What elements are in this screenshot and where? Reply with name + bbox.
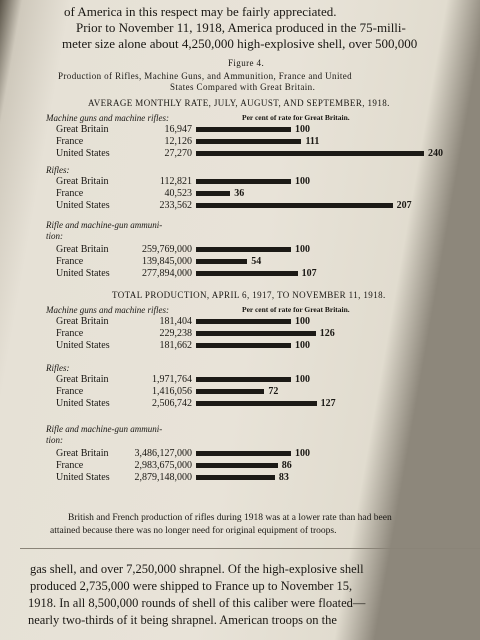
value-label: 1,416,056 bbox=[152, 386, 192, 397]
category-label: Great Britain bbox=[56, 316, 109, 327]
value-label: 12,126 bbox=[164, 136, 192, 147]
body-text-line: produced 2,735,000 were shipped to France up to November 15, bbox=[30, 579, 353, 593]
category-label: United States bbox=[56, 340, 110, 351]
value-label: 277,894,000 bbox=[142, 268, 192, 279]
category-label: France bbox=[56, 136, 84, 147]
percent-label: 86 bbox=[281, 460, 292, 471]
value-label: 139,845,000 bbox=[142, 256, 192, 267]
body-text-line: gas shell, and over 7,250,000 shrapnel. Of the high-explosive shell bbox=[30, 562, 364, 576]
bar-mark bbox=[196, 319, 291, 324]
percent-label: 100 bbox=[295, 374, 310, 385]
series-label: tion: bbox=[46, 231, 63, 241]
bar-mark bbox=[196, 151, 424, 156]
category-label: France bbox=[56, 188, 84, 199]
bar-mark bbox=[196, 179, 291, 184]
series-label: Rifles: bbox=[46, 363, 70, 373]
percent-label: 54 bbox=[251, 256, 262, 267]
percent-label: 240 bbox=[428, 148, 443, 159]
percent-label: 100 bbox=[295, 448, 310, 459]
bar-mark bbox=[196, 259, 247, 264]
note-line: British and French production of rifles during 1918 was at a lower rate than had been bbox=[68, 513, 392, 523]
percent-label: 126 bbox=[319, 328, 335, 339]
category-label: United States bbox=[56, 472, 110, 483]
bar-mark bbox=[196, 331, 316, 336]
value-label: 1,971,764 bbox=[152, 374, 192, 385]
value-label: 181,404 bbox=[159, 316, 192, 327]
value-label: 40,523 bbox=[164, 188, 192, 199]
value-label: 2,879,148,000 bbox=[134, 472, 192, 483]
percent-label: 36 bbox=[234, 188, 245, 199]
percent-label: 100 bbox=[295, 176, 310, 187]
value-header: Per cent of rate for Great Britain. bbox=[242, 113, 350, 122]
series-label: Rifle and machine-gun ammuni- bbox=[46, 220, 163, 230]
bar-mark bbox=[196, 191, 230, 196]
bar-mark bbox=[196, 247, 291, 252]
figure-label: Figure 4. bbox=[228, 58, 265, 68]
series-label: Machine guns and machine rifles: bbox=[46, 113, 169, 123]
bar-mark bbox=[196, 377, 291, 382]
body-text-line: 1918. In all 8,500,000 rounds of shell of this caliber were floated— bbox=[28, 596, 366, 610]
figure-subtitle: States Compared with Great Britain. bbox=[170, 82, 316, 92]
percent-label: 100 bbox=[295, 124, 310, 135]
bar-mark bbox=[196, 127, 291, 132]
chart-title: AVERAGE MONTHLY RATE, JULY, AUGUST, AND SEPTEMBER, 1918. bbox=[88, 98, 390, 108]
bar-mark bbox=[196, 401, 317, 406]
value-label: 2,506,742 bbox=[152, 398, 192, 409]
value-label: 3,486,127,000 bbox=[134, 448, 192, 459]
percent-label: 127 bbox=[320, 398, 336, 409]
percent-label: 207 bbox=[396, 200, 412, 211]
figure-title: Production of Rifles, Machine Guns, and Ammunition, France and United bbox=[58, 71, 353, 81]
category-label: United States bbox=[56, 148, 110, 159]
value-label: 259,769,000 bbox=[142, 244, 192, 255]
category-label: Great Britain bbox=[56, 124, 109, 135]
bar-mark bbox=[196, 203, 393, 208]
bar-mark bbox=[196, 451, 291, 456]
bar-mark bbox=[196, 389, 264, 394]
category-label: France bbox=[56, 386, 84, 397]
bar-mark bbox=[196, 139, 301, 144]
series-label: Rifle and machine-gun ammuni- bbox=[46, 424, 163, 434]
bar-mark bbox=[196, 271, 298, 276]
category-label: United States bbox=[56, 398, 110, 409]
percent-label: 107 bbox=[301, 268, 317, 279]
series-label: Rifles: bbox=[46, 165, 70, 175]
body-text-line: Prior to November 11, 1918, America produced in the 75-milli- bbox=[76, 20, 406, 35]
category-label: France bbox=[56, 460, 84, 471]
value-label: 2,983,675,000 bbox=[134, 460, 192, 471]
percent-label: 83 bbox=[278, 472, 289, 483]
category-label: France bbox=[56, 328, 84, 339]
value-label: 16,947 bbox=[164, 124, 192, 135]
series-label: Machine guns and machine rifles: bbox=[46, 305, 169, 315]
body-text-line: meter size alone about 4,250,000 high-explosive shell, over 500,000 bbox=[62, 36, 418, 51]
body-text-line: nearly two-thirds of it being shrapnel. American troops on the bbox=[28, 613, 337, 627]
category-label: France bbox=[56, 256, 84, 267]
value-label: 181,662 bbox=[159, 340, 192, 351]
category-label: Great Britain bbox=[56, 374, 109, 385]
chart-title: TOTAL PRODUCTION, APRIL 6, 1917, TO NOVEMBER 11, 1918. bbox=[112, 290, 386, 300]
percent-label: 100 bbox=[295, 340, 310, 351]
divider bbox=[20, 548, 480, 549]
percent-label: 72 bbox=[268, 386, 279, 397]
percent-label: 100 bbox=[295, 316, 310, 327]
category-label: Great Britain bbox=[56, 244, 109, 255]
category-label: Great Britain bbox=[56, 176, 109, 187]
percent-label: 111 bbox=[305, 136, 320, 147]
category-label: United States bbox=[56, 268, 110, 279]
bar-mark bbox=[196, 463, 278, 468]
bar-mark bbox=[196, 343, 291, 348]
value-label: 27,270 bbox=[164, 148, 192, 159]
category-label: United States bbox=[56, 200, 110, 211]
category-label: Great Britain bbox=[56, 448, 109, 459]
percent-label: 100 bbox=[295, 244, 310, 255]
note-line: attained because there was no longer need for original equipment of troops. bbox=[50, 526, 337, 536]
series-label: tion: bbox=[46, 435, 63, 445]
value-header: Per cent of rate for Great Britain. bbox=[242, 305, 350, 314]
value-label: 112,821 bbox=[159, 176, 192, 187]
body-text-line: of America in this respect may be fairly appreciated. bbox=[64, 4, 337, 19]
value-label: 233,562 bbox=[159, 200, 192, 211]
bar-mark bbox=[196, 475, 275, 480]
value-label: 229,238 bbox=[159, 328, 192, 339]
